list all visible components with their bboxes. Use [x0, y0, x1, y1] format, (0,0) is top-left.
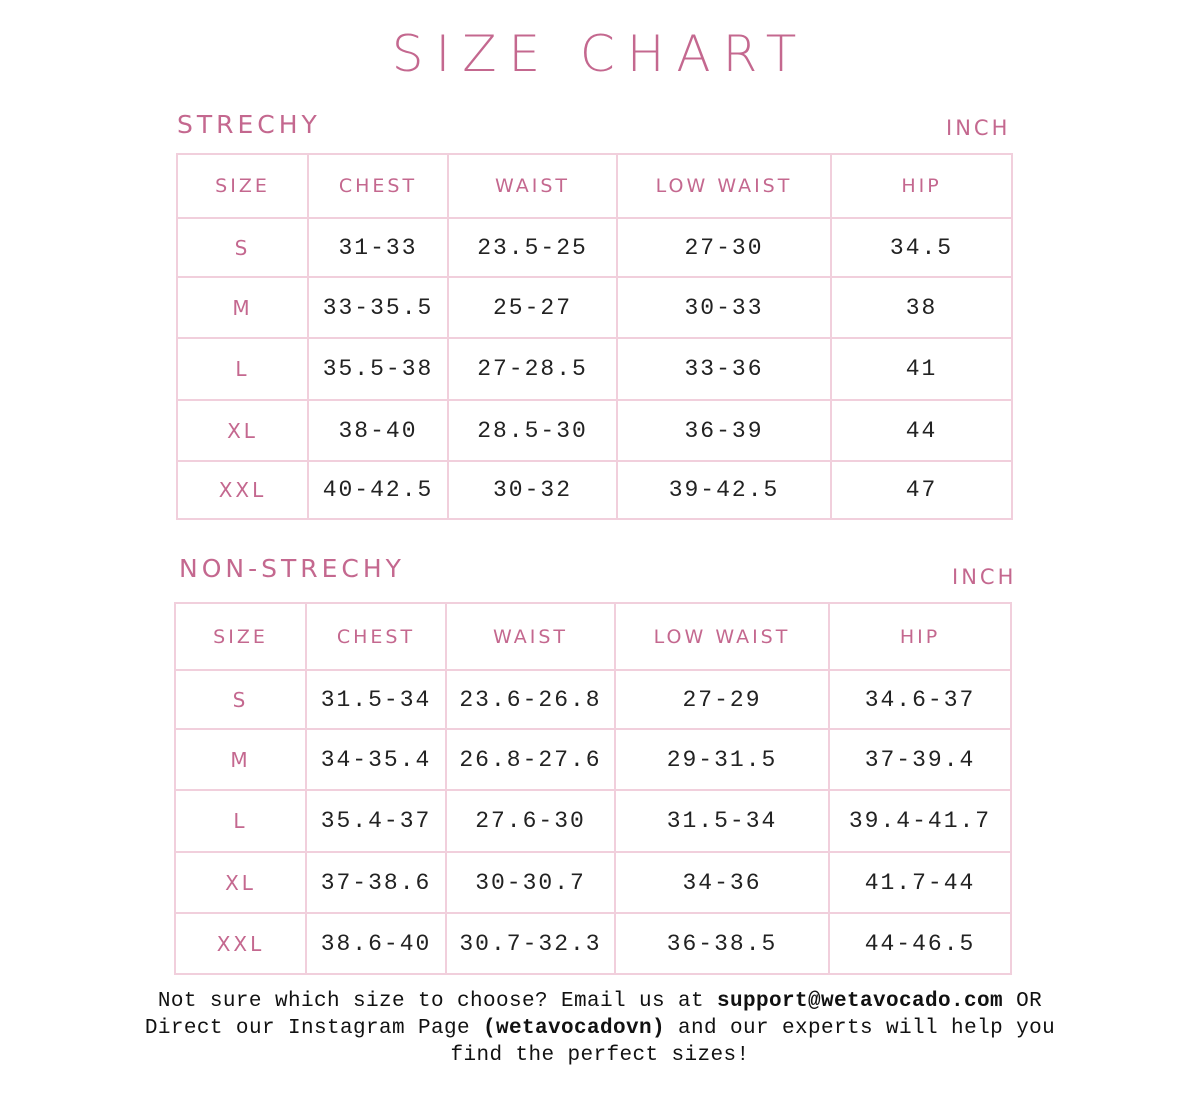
help-note-direct: Direct our Instagram Page — [144, 1017, 483, 1040]
size-cell: XXL — [177, 461, 308, 519]
low-waist-cell: 30-33 — [617, 277, 831, 338]
table-row — [177, 218, 1012, 277]
hip-cell: 34.6-37 — [829, 670, 1011, 729]
low-waist-cell: 36-38.5 — [615, 913, 829, 974]
non-stretchy-size-table — [174, 602, 1012, 975]
low-waist-cell: 29-31.5 — [615, 729, 829, 790]
header-size: SIZE — [175, 603, 306, 670]
size-cell: XXL — [175, 913, 306, 974]
table-row — [175, 670, 1011, 729]
support-email-link[interactable]: support@wetavocado.com — [717, 990, 1004, 1013]
table-row — [175, 729, 1011, 790]
low-waist-cell: 34-36 — [615, 852, 829, 913]
header-waist: WAIST — [446, 603, 615, 670]
hip-cell: 44 — [831, 400, 1012, 461]
chest-cell: 34-35.4 — [306, 729, 446, 790]
help-note-line-1 — [0, 988, 1200, 1015]
waist-cell: 30-32 — [448, 461, 617, 519]
header-chest: CHEST — [306, 603, 446, 670]
table-header-row — [175, 603, 1011, 670]
instagram-handle-link[interactable]: (wetavocadovn) — [482, 1017, 666, 1040]
size-cell: XL — [175, 852, 306, 913]
header-chest: CHEST — [308, 154, 448, 218]
table-row — [175, 913, 1011, 974]
low-waist-cell: 31.5-34 — [615, 790, 829, 852]
table-row — [177, 338, 1012, 400]
waist-cell: 27.6-30 — [446, 790, 615, 852]
hip-cell: 39.4-41.7 — [829, 790, 1011, 852]
stretchy-section-label: STRECHY — [177, 110, 321, 139]
waist-cell: 28.5-30 — [448, 400, 617, 461]
help-note — [0, 988, 1200, 1069]
waist-cell: 23.5-25 — [448, 218, 617, 277]
help-note-or: OR — [1003, 990, 1043, 1013]
stretchy-unit-label: INCH — [946, 116, 1011, 140]
hip-cell: 44-46.5 — [829, 913, 1011, 974]
chest-cell: 35.5-38 — [308, 338, 448, 400]
waist-cell: 26.8-27.6 — [446, 729, 615, 790]
table-row — [175, 852, 1011, 913]
chest-cell: 31.5-34 — [306, 670, 446, 729]
non-stretchy-section-label: NON-STRECHY — [179, 554, 405, 583]
waist-cell: 25-27 — [448, 277, 617, 338]
header-hip: HIP — [829, 603, 1011, 670]
table-header-row — [177, 154, 1012, 218]
table-row — [175, 790, 1011, 852]
chest-cell: 35.4-37 — [306, 790, 446, 852]
chest-cell: 38.6-40 — [306, 913, 446, 974]
chest-cell: 37-38.6 — [306, 852, 446, 913]
chest-cell: 38-40 — [308, 400, 448, 461]
chest-cell: 33-35.5 — [308, 277, 448, 338]
waist-cell: 27-28.5 — [448, 338, 617, 400]
help-note-intro: Not sure which size to choose? Email us at — [157, 990, 718, 1013]
waist-cell: 23.6-26.8 — [446, 670, 615, 729]
non-stretchy-unit-label: INCH — [952, 565, 1017, 589]
low-waist-cell: 36-39 — [617, 400, 831, 461]
help-note-line-3: find the perfect sizes! — [450, 1044, 750, 1067]
stretchy-size-table — [176, 153, 1013, 520]
header-size: SIZE — [177, 154, 308, 218]
hip-cell: 41.7-44 — [829, 852, 1011, 913]
hip-cell: 37-39.4 — [829, 729, 1011, 790]
table-row — [177, 277, 1012, 338]
size-cell: XL — [177, 400, 308, 461]
hip-cell: 38 — [831, 277, 1012, 338]
help-note-line-2 — [0, 1015, 1200, 1042]
waist-cell: 30.7-32.3 — [446, 913, 615, 974]
chest-cell: 40-42.5 — [308, 461, 448, 519]
low-waist-cell: 27-30 — [617, 218, 831, 277]
size-cell: L — [175, 790, 306, 852]
header-hip: HIP — [831, 154, 1012, 218]
size-cell: M — [175, 729, 306, 790]
waist-cell: 30-30.7 — [446, 852, 615, 913]
header-low-waist: LOW WAIST — [617, 154, 831, 218]
table-row — [177, 461, 1012, 519]
header-waist: WAIST — [448, 154, 617, 218]
low-waist-cell: 27-29 — [615, 670, 829, 729]
size-cell: L — [177, 338, 308, 400]
help-note-experts: and our experts will help you — [665, 1017, 1056, 1040]
low-waist-cell: 39-42.5 — [617, 461, 831, 519]
hip-cell: 47 — [831, 461, 1012, 519]
page-title: SIZE CHART — [391, 25, 809, 83]
size-cell: S — [175, 670, 306, 729]
table-row — [177, 400, 1012, 461]
low-waist-cell: 33-36 — [617, 338, 831, 400]
size-cell: S — [177, 218, 308, 277]
size-cell: M — [177, 277, 308, 338]
header-low-waist: LOW WAIST — [615, 603, 829, 670]
hip-cell: 41 — [831, 338, 1012, 400]
hip-cell: 34.5 — [831, 218, 1012, 277]
chest-cell: 31-33 — [308, 218, 448, 277]
